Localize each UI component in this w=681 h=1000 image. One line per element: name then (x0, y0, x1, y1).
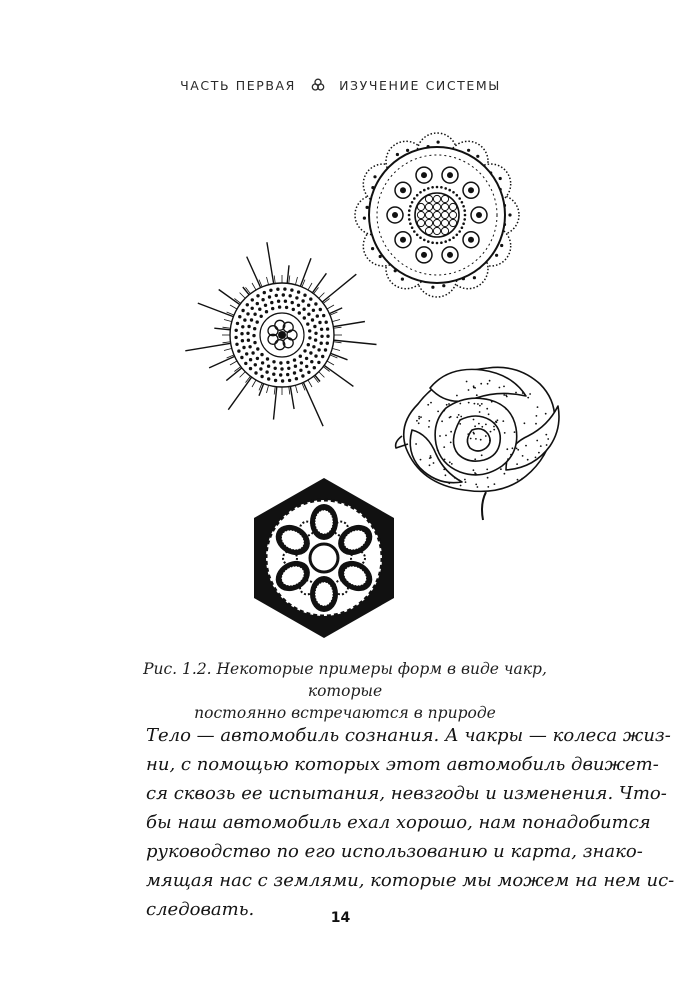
mandala-radiolarian-image (355, 133, 519, 297)
body-line: бы наш автомобиль ехал хорошо, нам понадобится (146, 812, 651, 833)
body-line: ся сквозь ее испытания, невзгоды и изменения. Что- (146, 783, 667, 804)
body-line: ни, с помощью которых этот автомобиль движет- (146, 754, 659, 775)
caption-line: Рис. 1.2. Некоторые примеры форм в виде чакр, которые (143, 660, 547, 700)
header-section: ИЗУЧЕНИЕ СИСТЕМЫ (339, 78, 501, 93)
page-number: 14 (330, 910, 351, 926)
hexagonal-diatom-image (254, 478, 394, 638)
body-line: следовать. (146, 899, 255, 920)
header-part: ЧАСТЬ ПЕРВАЯ (180, 78, 296, 93)
body-line: мящая нас с землями, которые мы можем на нем ис- (146, 870, 675, 891)
body-line: Тело — автомобиль сознания. А чакры — колеса жиз- (146, 725, 671, 746)
caption-line: постоянно встречаются в природе (194, 704, 496, 722)
figure-caption (110, 658, 580, 724)
rose-image (396, 367, 559, 520)
spiky-radiolarian-image (185, 242, 376, 426)
body-paragraph (146, 721, 675, 924)
body-line: руководство по его использованию и карта, знако- (146, 841, 643, 862)
